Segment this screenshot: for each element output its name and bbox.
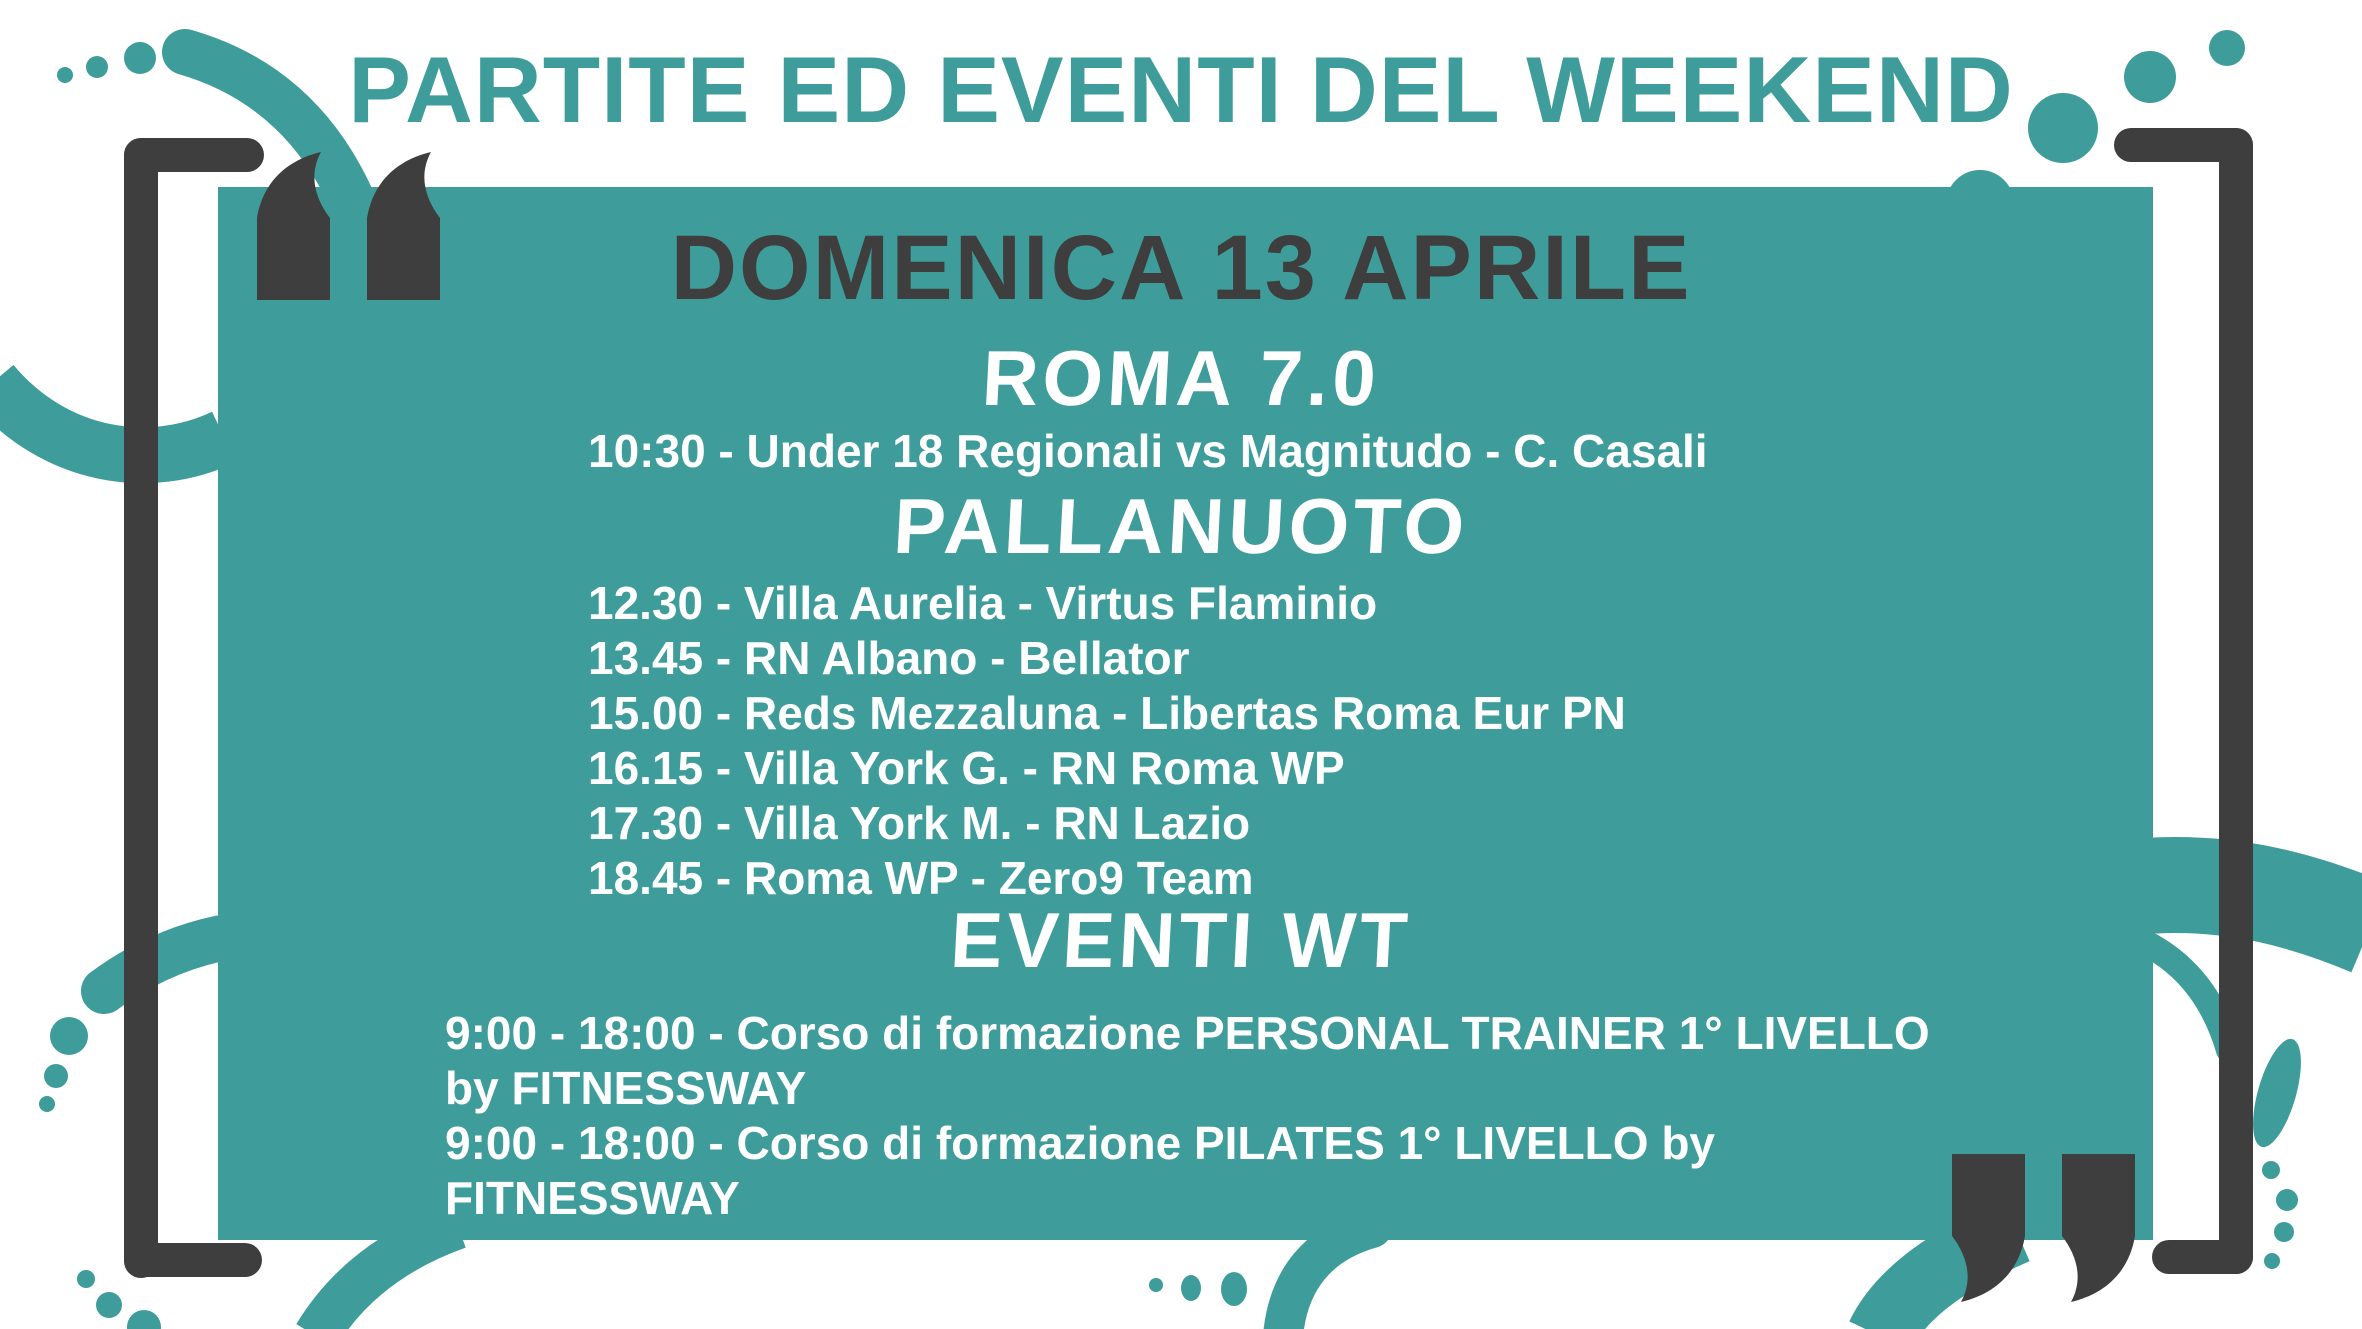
opening-quote-icon [257,152,440,300]
closing-quote-icon [1952,1154,2135,1302]
frame-bracket-right [2114,128,2253,1274]
match-line: 18.45 - Roma WP - Zero9 Team [588,852,1254,904]
section-heading-eventi-wt: EVENTI WT [948,896,1414,984]
match-line: 10:30 - Under 18 Regionali vs Magnitudo - C. Casali [588,425,1708,477]
event-line: 9:00 - 18:00 - Corso di formazione PERSONAL TRAINER 1° LIVELLO by FITNESSWAY [445,1007,1930,1114]
quote-mark-icon [1952,1154,2025,1302]
date-heading: DOMENICA 13 APRILE [670,217,1692,319]
match-line: 13.45 - RN Albano - Bellator [588,632,1190,684]
section-heading-pallanuoto: PALLANUOTO [891,482,1471,570]
bracket-bar-icon [2114,128,2253,162]
bracket-bar-icon [124,138,158,1278]
bracket-bar-icon [2219,128,2253,1274]
quote-mark-icon [257,152,330,300]
section-heading-roma: ROMA 7.0 [979,334,1383,422]
match-line: 15.00 - Reds Mezzaluna - Libertas Roma Eur PN [588,687,1626,739]
bracket-bar-icon [2152,1240,2253,1274]
bracket-bar-icon [124,1243,262,1277]
bracket-bar-icon [124,138,264,172]
quote-mark-icon [367,152,440,300]
frame-bracket-left [124,138,264,1278]
match-line: 16.15 - Villa York G. - RN Roma WP [588,742,1345,794]
page-title: PARTITE ED EVENTI DEL WEEKEND [348,37,2014,142]
quote-mark-icon [2062,1154,2135,1302]
match-line: 12.30 - Villa Aurelia - Virtus Flaminio [588,577,1378,629]
event-line: 9:00 - 18:00 - Corso di formazione PILATES 1° LIVELLO by FITNESSWAY [445,1117,1716,1224]
match-line: 17.30 - Villa York M. - RN Lazio [588,797,1251,849]
